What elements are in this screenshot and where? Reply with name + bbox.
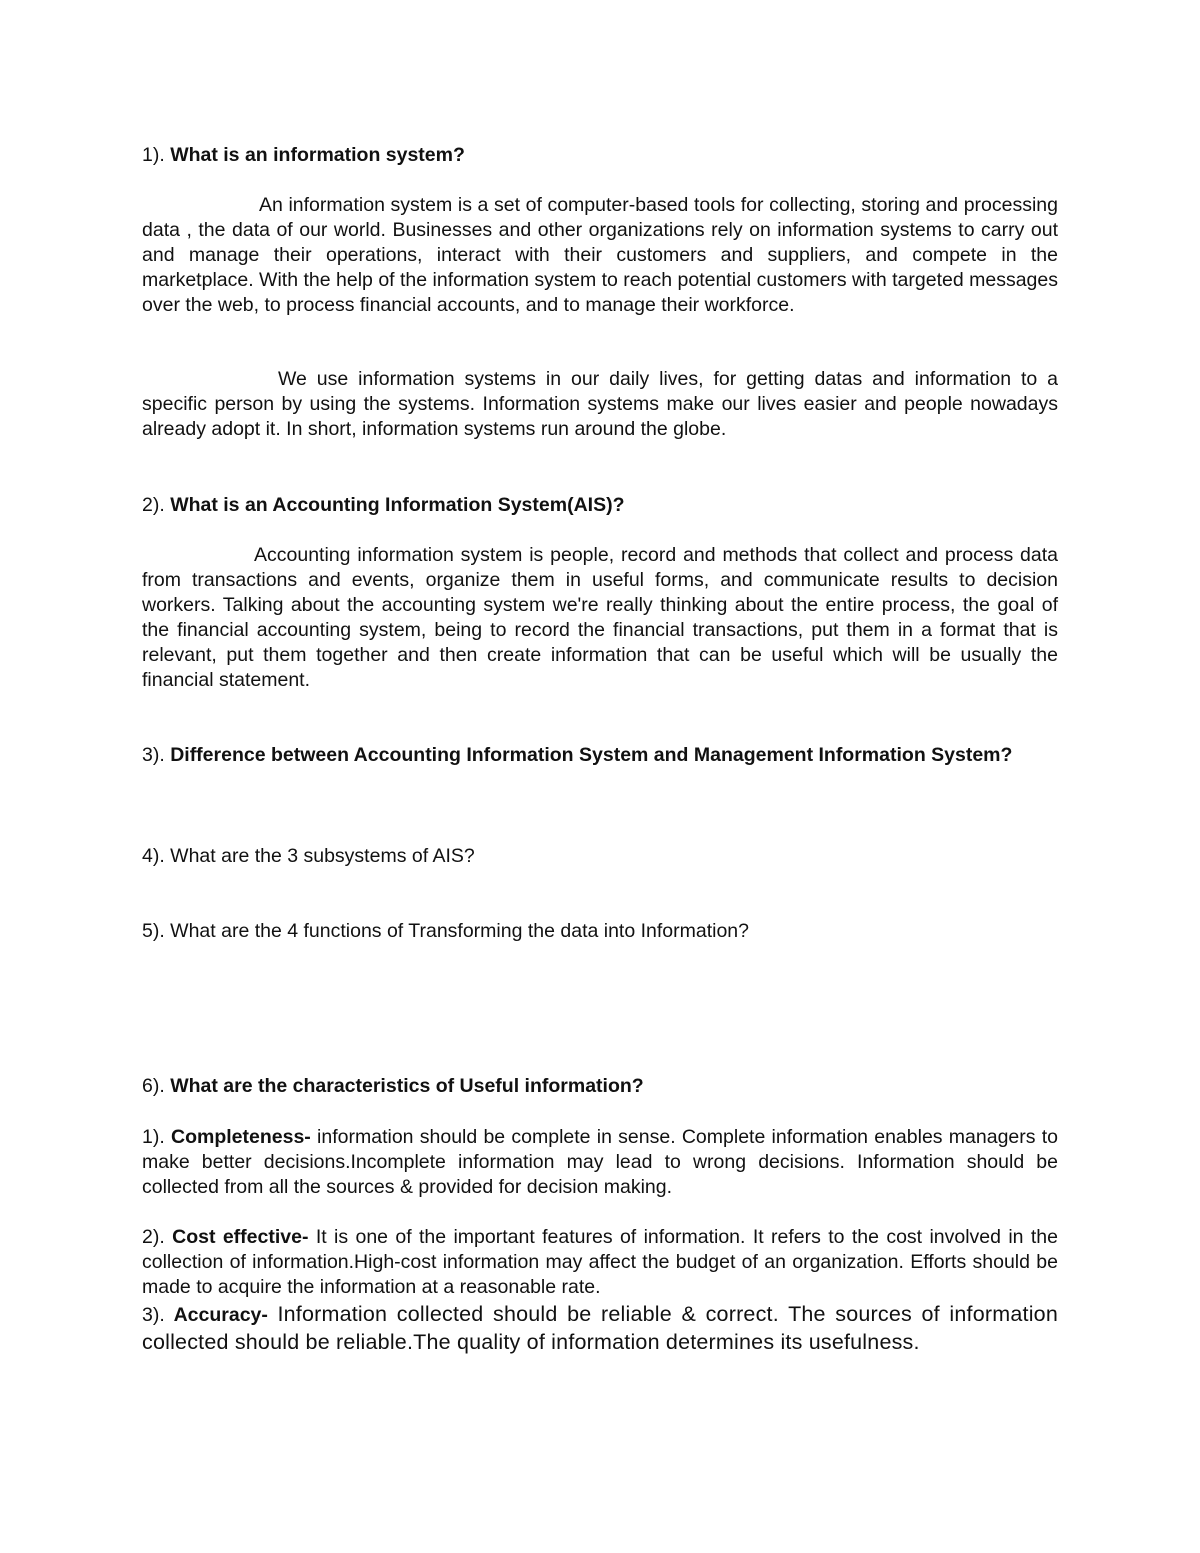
characteristic-item-cost-effective xyxy=(142,1225,1058,1300)
question-3-heading xyxy=(142,743,1022,768)
item-term: Accuracy- xyxy=(173,1304,268,1326)
item-text: It is one of the important features of information. It refers to the cost involved in the collection of information.High-cost information may affect the budget of an organization. Efforts should be made to acquire the information at a reasonable rate. xyxy=(142,1226,1058,1298)
item-text: Information collected should be reliable & correct. The sources of information collected should be reliable.The quality of information determines its usefulness. xyxy=(142,1302,1058,1354)
question-text: Difference between Accounting Information System and Management Information System? xyxy=(170,744,1013,766)
question-number: 2). xyxy=(142,494,165,516)
question-number: 6). xyxy=(142,1075,165,1097)
question-2-answer-paragraph: Accounting information system is people, record and methods that collect and process data from transactions and events, organize them in useful forms, and communicate results to decision workers. Talking about the accounting system we're really thinking about the entire process, the goal of the financial accounting system, being to record the financial transactions, put them in a format that is relevant, put them together and then create information that can be useful which will be usually the financial statement. xyxy=(142,544,1058,691)
question-1-answer-paragraph-1: An information system is a set of computer-based tools for collecting, storing and processing data , the data of our world. Businesses and other organizations rely on information systems to carry out and manage their operations, interact with their customers and suppliers, and compete in the marketplace. With the help of the information system to reach potential customers with targeted messages over the web, to process financial accounts, and to manage their workforce. xyxy=(142,194,1058,316)
item-text: information should be complete in sense. Complete information enables managers to make better decisions.Incomplete information may lead to wrong decisions. Information should be collected from all the sources & provided for decision making. xyxy=(142,1126,1058,1198)
question-5-heading: 5). What are the 4 functions of Transforming the data into Information? xyxy=(142,920,749,942)
question-number: 3). xyxy=(142,744,165,766)
characteristic-item-completeness xyxy=(142,1125,1058,1200)
item-number: 3). xyxy=(142,1304,165,1326)
question-text: What is an information system? xyxy=(170,144,465,166)
question-2-heading xyxy=(142,493,1058,518)
question-text: What are the characteristics of Useful information? xyxy=(170,1075,644,1097)
item-term: Completeness- xyxy=(171,1126,311,1148)
item-term: Cost effective- xyxy=(172,1226,309,1248)
characteristic-item-accuracy xyxy=(142,1300,1058,1356)
question-4-heading: 4). What are the 3 subsystems of AIS? xyxy=(142,845,475,867)
item-number: 1). xyxy=(142,1126,165,1148)
item-number: 2). xyxy=(142,1226,165,1248)
question-number: 1). xyxy=(142,144,165,166)
question-1-answer-paragraph-2: We use information systems in our daily lives, for getting datas and information to a specific person by using the systems. Information systems make our lives easier and people nowadays already adopt it. In short, information systems run around the globe. xyxy=(142,368,1058,440)
question-text: What is an Accounting Information System(AIS)? xyxy=(170,494,625,516)
question-1-heading xyxy=(142,143,1058,168)
question-6-heading xyxy=(142,1074,1058,1099)
